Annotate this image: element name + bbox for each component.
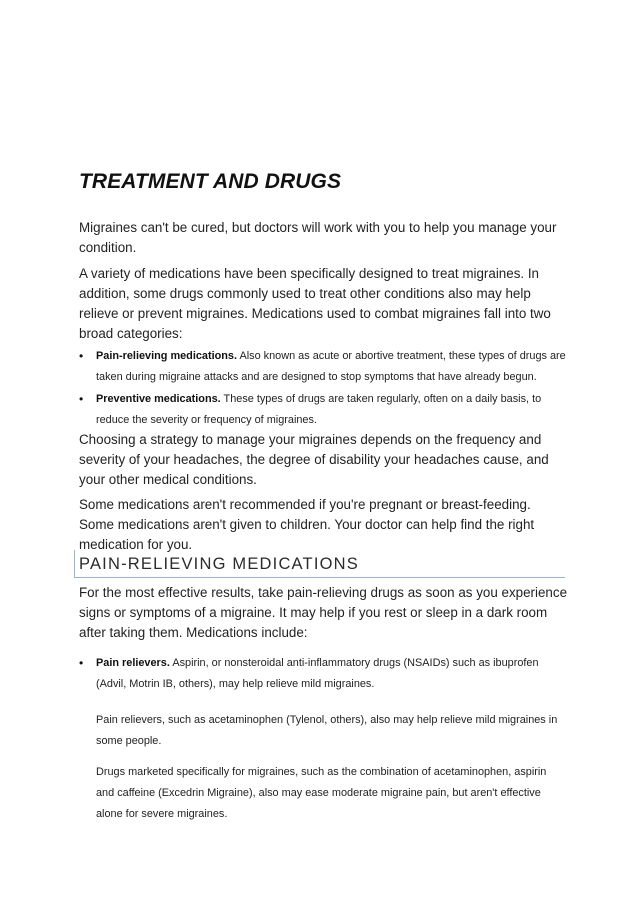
page-title: TREATMENT AND DRUGS — [79, 170, 342, 193]
list-item-text: Also known as acute or abortive treatment, these types of drugs are taken during migraine attacks and are designed to stop symptoms that have already begun. — [96, 350, 566, 383]
intro-paragraph-1: Migraines can't be cured, but doctors will work with you to help you manage your condition. — [79, 220, 557, 255]
list-item-term: Pain relievers. — [96, 657, 170, 669]
bullet-icon: • — [79, 392, 84, 406]
list-item-text: Aspirin, or nonsteroidal anti-inflammatory drugs (NSAIDs) such as ibuprofen (Advil, Motrin IB, others), may help relieve mild migraines. — [96, 657, 539, 690]
bullet-icon: • — [79, 656, 84, 670]
section-heading: PAIN-RELIEVING MEDICATIONS — [79, 555, 359, 573]
sub-paragraph-1: Pain relievers, such as acetaminophen (Tylenol, others), also may help relieve mild migraines in some people. — [96, 714, 558, 747]
section-intro-paragraph: For the most effective results, take pain-relieving drugs as soon as you experience signs or symptoms of a migraine. It may help if you rest or sleep in a dark room after taking them. Medications include: — [79, 585, 568, 640]
strategy-paragraph-1: Choosing a strategy to manage your migraines depends on the frequency and severity of your headaches, the degree of disability your headaches cause, and your other medical conditions. — [79, 432, 549, 487]
bullet-icon: • — [79, 349, 84, 363]
list-item-term: Pain-relieving medications. — [96, 350, 238, 362]
intro-paragraph-2: A variety of medications have been specifically designed to treat migraines. In addition, some drugs commonly used to treat other conditions also may help relieve or prevent migraines. Medications used to combat migraines fall into two broad categories: — [79, 266, 551, 341]
list-item-text: These types of drugs are taken regularly, often on a daily basis, to reduce the severity or frequency of migraines. — [96, 393, 542, 426]
list-item-term: Preventive medications. — [96, 393, 221, 405]
strategy-paragraph-2: Some medications aren't recommended if you're pregnant or breast-feeding. Some medications aren't given to children. Your doctor can help find the right medication for you. — [79, 497, 535, 552]
sub-paragraph-2: Drugs marketed specifically for migraines, such as the combination of acetaminophen, aspirin and caffeine (Excedrin Migraine), also may ease moderate migraine pain, but aren't effective alone for severe migraines. — [96, 766, 547, 820]
